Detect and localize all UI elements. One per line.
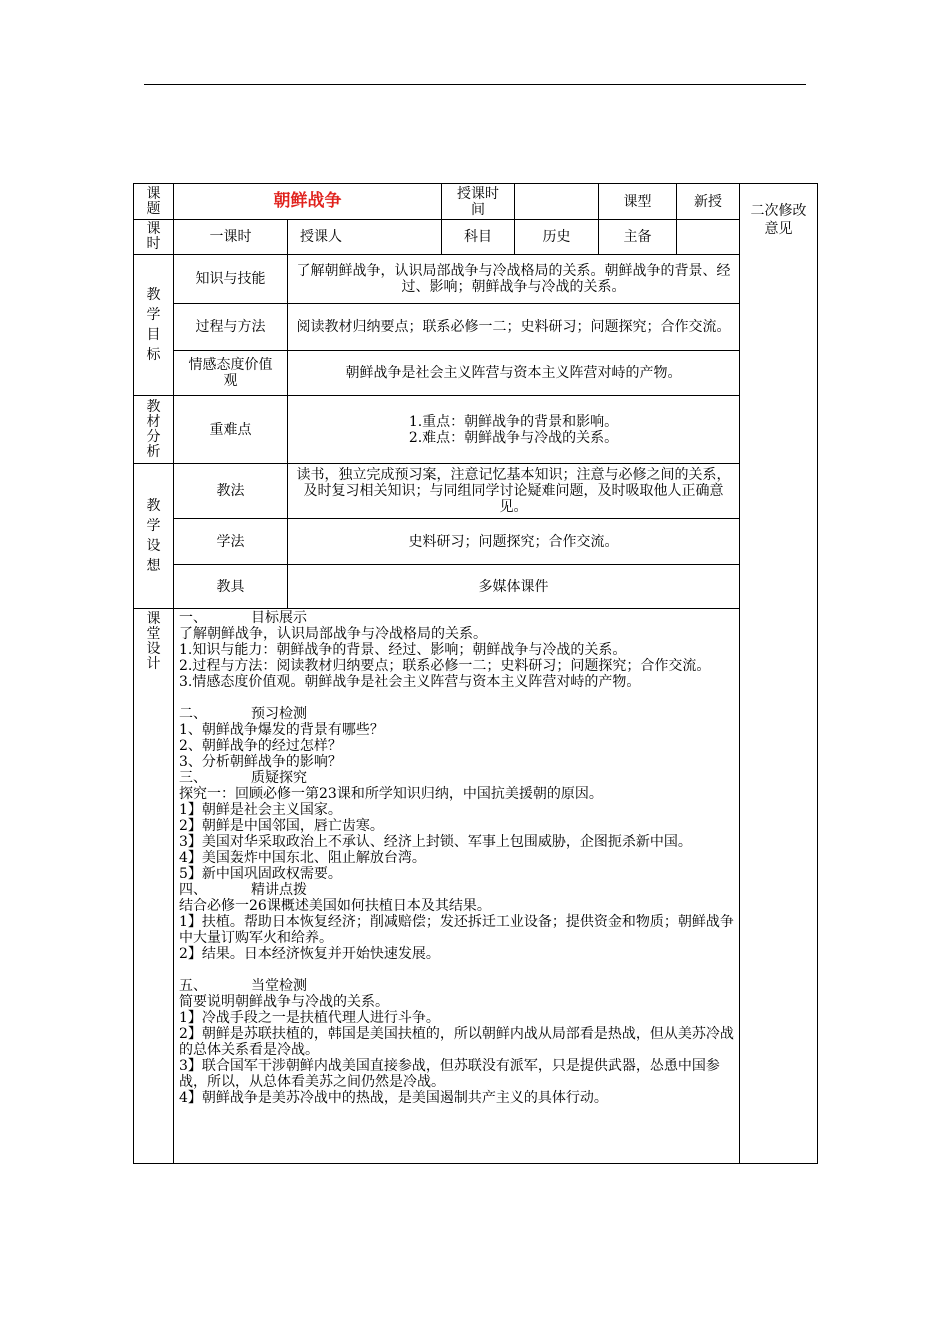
period-value: 一课时 <box>209 229 252 245</box>
subject-label: 科目 <box>464 229 492 245</box>
section-5-line: 1】冷战手段之一是扶植代理人进行斗争。 <box>179 1010 440 1026</box>
section-4-num: 四、 <box>179 882 207 898</box>
section-5-line: 4】朝鲜战争是美苏冷战中的热战，是美国遏制共产主义的具体行动。 <box>179 1090 608 1106</box>
row-goal-2 <box>134 304 818 351</box>
method-1-name-cell <box>174 464 288 519</box>
topic-label: 课题 <box>146 185 161 217</box>
goal-1-text-cell <box>288 255 740 304</box>
method-3-name-cell <box>174 565 288 609</box>
analysis-key-point: 1.重点：朝鲜战争的背景和影响。 <box>408 413 619 430</box>
goals-label: 教学目标 <box>146 287 161 363</box>
goal-1-name: 知识与技能 <box>195 271 266 287</box>
analysis-difficulty: 2.难点：朝鲜战争与冷战的关系。 <box>408 429 619 446</box>
type-value-cell <box>677 184 740 220</box>
section-5-line: 2】朝鲜是苏联扶植的，韩国是美国扶植的，所以朝鲜内战从局部看是热战，但从美苏冷战的总体关系看是冷战。 <box>179 1026 734 1058</box>
teacher-label-cell <box>288 220 442 255</box>
goal-2-name: 过程与方法 <box>195 319 266 335</box>
section-2-line: 2、朝鲜战争的经过怎样？ <box>179 738 342 754</box>
goal-2-text: 阅读教材归纳要点；联系必修一二；史料研习；问题探究；合作交流。 <box>296 319 731 335</box>
section-3-line: 5】新中国巩固政权需要。 <box>179 866 342 882</box>
analysis-label-cell <box>134 396 174 464</box>
time-label-cell <box>442 184 515 220</box>
revision-label: 二次修改意见 <box>750 203 807 237</box>
lesson-plan-table <box>133 183 818 1164</box>
analysis-name-cell <box>174 396 288 464</box>
section-3-line: 4】美国轰炸中国东北、阻止解放台湾。 <box>179 850 426 866</box>
section-2-line: 1、朝鲜战争爆发的背景有哪些？ <box>179 722 384 738</box>
row-goal-3 <box>134 351 818 396</box>
row-method-2 <box>134 519 818 565</box>
classroom-label-cell <box>134 609 174 1164</box>
lead-label: 主备 <box>623 229 652 245</box>
subject-label-cell <box>442 220 515 255</box>
time-label: 授课时间 <box>457 185 499 218</box>
section-1-heading <box>179 610 735 626</box>
section-3-line: 2】朝鲜是中国邻国，唇亡齿寒。 <box>179 818 384 834</box>
classroom-label: 课堂设计 <box>146 611 161 672</box>
row-goal-1 <box>134 255 818 304</box>
method-1-name: 教法 <box>216 483 245 499</box>
section-5-line: 简要说明朝鲜战争与冷战的关系。 <box>179 994 389 1010</box>
section-5-title: 当堂检测 <box>251 978 307 994</box>
section-1-line: 3.情感态度价值观。朝鲜战争是社会主义阵营与资本主义阵营对峙的产物。 <box>179 674 641 690</box>
row-classroom <box>134 609 818 1164</box>
lead-value-cell <box>677 220 740 255</box>
method-3-name: 教具 <box>216 578 245 595</box>
lesson-title: 朝鲜战争 <box>273 191 342 211</box>
lead-label-cell <box>599 220 677 255</box>
row-period <box>134 220 818 255</box>
design-label: 教学设想 <box>146 498 161 574</box>
period-label-cell <box>134 220 174 255</box>
goal-3-name-cell <box>174 351 288 396</box>
goal-3-name: 情感态度价值观 <box>188 357 273 389</box>
goal-3-text: 朝鲜战争是社会主义阵营与资本主义阵营对峙的产物。 <box>345 365 682 381</box>
section-4-line: 1】扶植。帮助日本恢复经济；削减赔偿；发还拆迁工业设备；提供资金和物质；朝鲜战争中大量订购军火和给养。 <box>179 914 734 946</box>
section-2-num: 二、 <box>179 706 207 722</box>
section-3-line: 3】美国对华采取政治上不承认、经济上封锁、军事上包围威胁，企图扼杀新中国。 <box>179 834 692 850</box>
topic-cell <box>174 184 442 220</box>
revision-cell <box>740 184 818 1164</box>
type-label-cell <box>599 184 677 220</box>
topic-label-cell <box>134 184 174 220</box>
section-1-title: 目标展示 <box>251 610 307 626</box>
method-3-text: 多媒体课件 <box>478 578 549 595</box>
section-3-line: 1】朝鲜是社会主义国家。 <box>179 802 342 818</box>
section-2-line: 3、分析朝鲜战争的影响？ <box>179 754 342 770</box>
section-1-line: 1.知识与能力：朝鲜战争的背景、经过、影响；朝鲜战争与冷战的关系。 <box>179 642 627 658</box>
section-5-line: 3】联合国军干涉朝鲜内战美国直接参战，但苏联没有派军，只是提供武器，怂恿中国参战，所以，从总体看美苏之间仍然是冷战。 <box>179 1058 720 1090</box>
analysis-label: 教材分析 <box>146 398 161 460</box>
goal-2-name-cell <box>174 304 288 351</box>
section-2-title: 预习检测 <box>251 706 307 722</box>
section-5-heading <box>179 978 735 994</box>
period-label: 课时 <box>146 221 161 252</box>
analysis-name: 重难点 <box>209 421 252 438</box>
header-rule <box>144 84 806 85</box>
period-value-cell <box>174 220 288 255</box>
section-1-num: 一、 <box>179 610 207 626</box>
section-1-line: 2.过程与方法：阅读教材归纳要点；联系必修一二；史料研习；问题探究；合作交流。 <box>179 658 711 674</box>
goals-label-cell <box>134 255 174 396</box>
section-3-num: 三、 <box>179 770 207 786</box>
section-4-line: 2】结果。日本经济恢复并开始快速发展。 <box>179 946 440 962</box>
method-3-text-cell <box>288 565 740 609</box>
subject-value-cell <box>515 220 599 255</box>
method-2-text: 史料研习；问题探究；合作交流。 <box>408 533 619 550</box>
analysis-text-cell <box>288 396 740 464</box>
goal-2-text-cell <box>288 304 740 351</box>
goal-1-name-cell <box>174 255 288 304</box>
section-1-line: 了解朝鲜战争，认识局部战争与冷战格局的关系。 <box>179 626 487 642</box>
section-3-heading <box>179 770 735 786</box>
section-4-title: 精讲点拨 <box>251 882 307 898</box>
method-2-text-cell <box>288 519 740 565</box>
section-2-heading <box>179 706 735 722</box>
design-label-cell <box>134 464 174 609</box>
section-5-num: 五、 <box>179 978 207 994</box>
row-method-3 <box>134 565 818 609</box>
type-label: 课型 <box>623 193 652 210</box>
section-4-line: 结合必修一26课概述美国如何扶植日本及其结果。 <box>179 898 491 914</box>
teacher-label: 授课人 <box>300 229 342 245</box>
method-1-text: 读书，独立完成预习案，注意记忆基本知识；注意与必修之间的关系，及时复习相关知识；与同组同学讨论疑难问题，及时吸取他人正确意见。 <box>296 467 731 515</box>
classroom-content-cell <box>174 609 740 1164</box>
row-method-1 <box>134 464 818 519</box>
time-value-cell <box>515 184 599 220</box>
row-topic <box>134 184 818 220</box>
method-1-text-cell <box>288 464 740 519</box>
section-4-heading <box>179 882 735 898</box>
type-value: 新授 <box>694 193 722 210</box>
section-3-title: 质疑探究 <box>251 770 307 786</box>
goal-3-text-cell <box>288 351 740 396</box>
row-analysis <box>134 396 818 464</box>
goal-1-text: 了解朝鲜战争，认识局部战争与冷战格局的关系。朝鲜战争的背景、经过、影响；朝鲜战争与冷战的关系。 <box>296 263 731 295</box>
subject-value: 历史 <box>542 229 571 245</box>
section-3-line: 探究一：回顾必修一第23课和所学知识归纳，中国抗美援朝的原因。 <box>179 786 603 802</box>
method-2-name: 学法 <box>216 533 245 550</box>
method-2-name-cell <box>174 519 288 565</box>
